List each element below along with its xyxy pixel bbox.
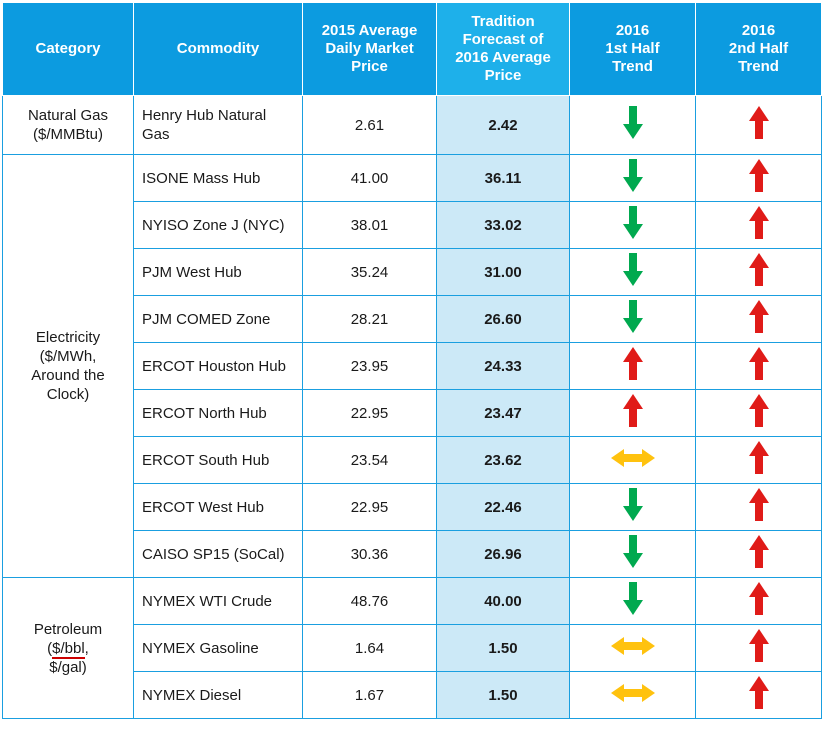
header-line: Price (351, 58, 388, 75)
category-line: Around the (31, 367, 105, 384)
commodity-cell: NYISO Zone J (NYC) (134, 202, 303, 249)
up-arrow-red-icon (748, 676, 770, 710)
up-arrow-red-icon (748, 535, 770, 569)
table-body (3, 96, 822, 719)
category-line: Clock) (46, 386, 90, 403)
up-arrow-red-icon (748, 441, 770, 475)
market-price-cell: 1.67 (303, 672, 437, 719)
commodity-cell: NYMEX Gasoline (134, 625, 303, 672)
first-half-trend-cell (570, 484, 696, 531)
market-price-cell: 41.00 (303, 155, 437, 202)
table-row (3, 578, 822, 625)
up-arrow-red-icon (748, 394, 770, 428)
column-header-second-half-trend (696, 3, 822, 96)
first-half-trend-cell (570, 390, 696, 437)
header-line: Category (35, 40, 101, 57)
forecast-cell: 26.60 (437, 296, 570, 343)
commodity-cell: NYMEX WTI Crude (134, 578, 303, 625)
down-arrow-green-icon (622, 582, 644, 616)
market-price-cell: 23.95 (303, 343, 437, 390)
market-price-cell: 35.24 (303, 249, 437, 296)
second-half-trend-cell (696, 390, 822, 437)
table-header (3, 3, 822, 96)
header-line: Forecast of (462, 31, 544, 48)
commodity-cell: ISONE Mass Hub (134, 155, 303, 202)
first-half-trend-cell (570, 672, 696, 719)
spell-flagged-text: $/bbl (52, 639, 85, 657)
second-half-trend-cell (696, 96, 822, 155)
up-arrow-red-icon (622, 347, 644, 381)
commodity-cell (134, 96, 303, 155)
first-half-trend-cell (570, 202, 696, 249)
price-forecast-table (2, 2, 822, 719)
commodity-cell: ERCOT Houston Hub (134, 343, 303, 390)
commodity-cell: ERCOT West Hub (134, 484, 303, 531)
flat-arrow-yellow-icon (611, 635, 655, 657)
header-line: 2015 Average (321, 22, 418, 39)
column-header-category (3, 3, 134, 96)
up-arrow-red-icon (748, 629, 770, 663)
category-cell-natural-gas (3, 96, 134, 155)
forecast-cell: 2.42 (437, 96, 570, 155)
second-half-trend-cell (696, 625, 822, 672)
second-half-trend-cell (696, 296, 822, 343)
header-line: Trend (612, 58, 653, 75)
up-arrow-red-icon (748, 106, 770, 140)
second-half-trend-cell (696, 578, 822, 625)
up-arrow-red-icon (748, 253, 770, 287)
forecast-cell: 31.00 (437, 249, 570, 296)
first-half-trend-cell (570, 625, 696, 672)
market-price-cell: 1.64 (303, 625, 437, 672)
table-row (3, 155, 822, 202)
forecast-cell: 26.96 (437, 531, 570, 578)
category-line: Electricity (35, 329, 101, 346)
category-cell-electricity (3, 155, 134, 578)
header-line: Commodity (176, 40, 260, 57)
down-arrow-green-icon (622, 159, 644, 193)
first-half-trend-cell (570, 296, 696, 343)
category-cell-petroleum (3, 578, 134, 719)
up-arrow-red-icon (622, 394, 644, 428)
table-row (3, 96, 822, 155)
category-line: ($/MMBtu) (32, 126, 103, 143)
header-line: 2016 (741, 22, 776, 39)
category-line: Petroleum (33, 620, 103, 638)
first-half-trend-cell (570, 96, 696, 155)
first-half-trend-cell (570, 578, 696, 625)
commodity-cell: PJM West Hub (134, 249, 303, 296)
down-arrow-green-icon (622, 300, 644, 334)
header-row (3, 3, 822, 96)
down-arrow-green-icon (622, 253, 644, 287)
second-half-trend-cell (696, 531, 822, 578)
second-half-trend-cell (696, 202, 822, 249)
up-arrow-red-icon (748, 347, 770, 381)
price-forecast-table-container (0, 2, 823, 736)
column-header-commodity (134, 3, 303, 96)
forecast-cell: 22.46 (437, 484, 570, 531)
forecast-cell: 40.00 (437, 578, 570, 625)
category-line: ($/MWh, (39, 348, 97, 365)
commodity-cell: PJM COMED Zone (134, 296, 303, 343)
first-half-trend-cell (570, 437, 696, 484)
up-arrow-red-icon (748, 206, 770, 240)
up-arrow-red-icon (748, 159, 770, 193)
forecast-cell: 24.33 (437, 343, 570, 390)
second-half-trend-cell (696, 155, 822, 202)
header-line: 2nd Half (728, 40, 789, 57)
second-half-trend-cell (696, 484, 822, 531)
category-line: Natural Gas (27, 107, 109, 124)
market-price-cell: 28.21 (303, 296, 437, 343)
commodity-line: Henry Hub Natural (142, 107, 267, 124)
up-arrow-red-icon (748, 488, 770, 522)
market-price-cell: 22.95 (303, 484, 437, 531)
first-half-trend-cell (570, 343, 696, 390)
header-line: Price (484, 67, 522, 84)
market-price-cell: 30.36 (303, 531, 437, 578)
first-half-trend-cell (570, 155, 696, 202)
header-line: Tradition (471, 13, 535, 30)
market-price-cell: 2.61 (303, 96, 437, 155)
header-line: 2016 Average (455, 49, 551, 66)
column-header-forecast (437, 3, 570, 96)
down-arrow-green-icon (622, 206, 644, 240)
forecast-cell: 33.02 (437, 202, 570, 249)
up-arrow-red-icon (748, 582, 770, 616)
commodity-cell: ERCOT North Hub (134, 390, 303, 437)
second-half-trend-cell (696, 437, 822, 484)
header-line: 2016 (615, 22, 650, 39)
market-price-cell: 48.76 (303, 578, 437, 625)
up-arrow-red-icon (748, 300, 770, 334)
header-line: Daily Market (325, 40, 414, 57)
forecast-cell: 1.50 (437, 625, 570, 672)
commodity-cell: NYMEX Diesel (134, 672, 303, 719)
second-half-trend-cell (696, 249, 822, 296)
forecast-cell: 23.62 (437, 437, 570, 484)
forecast-cell: 36.11 (437, 155, 570, 202)
forecast-cell: 23.47 (437, 390, 570, 437)
commodity-cell: CAISO SP15 (SoCal) (134, 531, 303, 578)
category-line: ($/bbl, (47, 639, 89, 657)
header-line: Trend (738, 58, 779, 75)
header-line: 1st Half (605, 40, 660, 57)
column-header-first-half-trend (570, 3, 696, 96)
commodity-line: Gas (142, 126, 170, 143)
first-half-trend-cell (570, 249, 696, 296)
category-line: $/gal) (49, 658, 87, 676)
flat-arrow-yellow-icon (611, 447, 655, 469)
flat-arrow-yellow-icon (611, 682, 655, 704)
second-half-trend-cell (696, 343, 822, 390)
down-arrow-green-icon (622, 535, 644, 569)
down-arrow-green-icon (622, 488, 644, 522)
first-half-trend-cell (570, 531, 696, 578)
market-price-cell: 22.95 (303, 390, 437, 437)
market-price-cell: 38.01 (303, 202, 437, 249)
second-half-trend-cell (696, 672, 822, 719)
commodity-cell: ERCOT South Hub (134, 437, 303, 484)
market-price-cell: 23.54 (303, 437, 437, 484)
column-header-market-price (303, 3, 437, 96)
forecast-cell: 1.50 (437, 672, 570, 719)
down-arrow-green-icon (622, 106, 644, 140)
